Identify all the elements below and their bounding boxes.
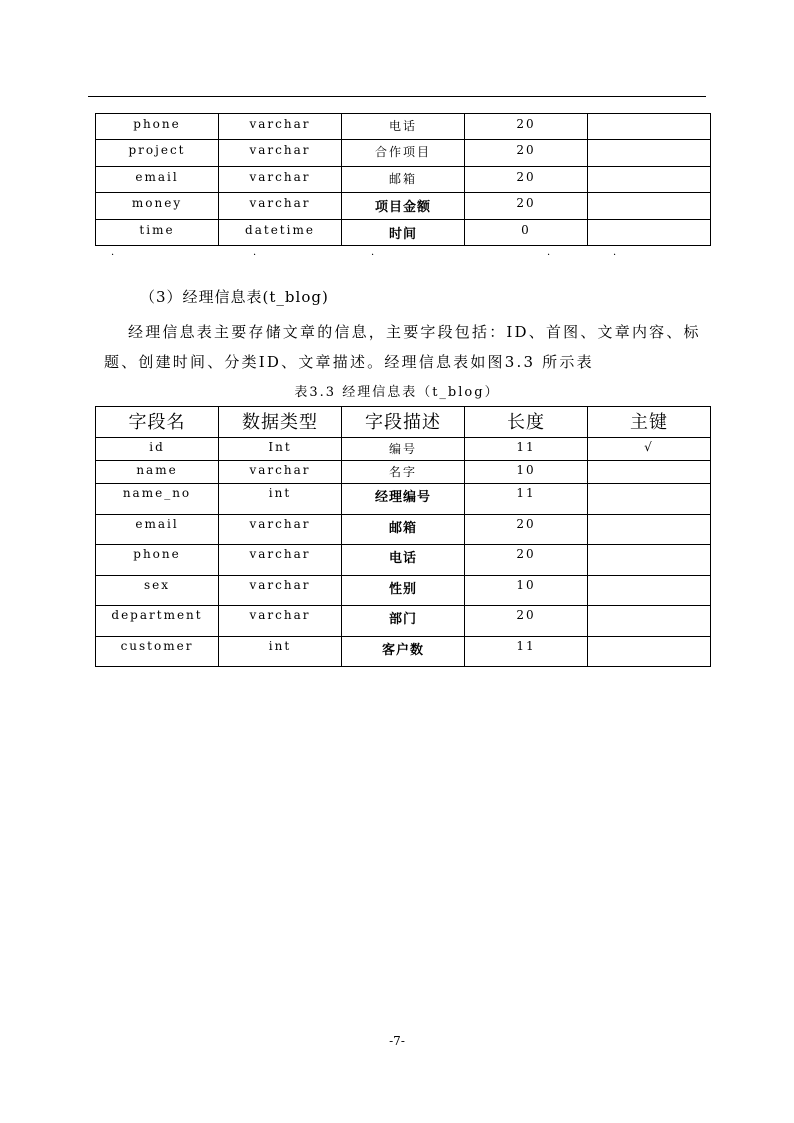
- table-cell: 10: [465, 575, 588, 606]
- table-cell: 11: [465, 636, 588, 667]
- table-cell: money: [96, 193, 219, 219]
- table-cell: varchar: [219, 575, 342, 606]
- table-cell: 经理编号: [342, 484, 465, 515]
- table-cell: varchar: [219, 545, 342, 576]
- table-row: [96, 219, 711, 245]
- table-cell: 20: [465, 166, 588, 192]
- table-cell: 性别: [342, 575, 465, 606]
- manager-info-table: [95, 406, 711, 667]
- table-cell: [588, 461, 711, 484]
- table-cell: datetime: [219, 219, 342, 245]
- table-cell: 名字: [342, 461, 465, 484]
- table-cell: 20: [465, 140, 588, 166]
- table-row: [96, 166, 711, 192]
- primary-key-mark: √: [588, 438, 711, 461]
- table-cell: 编号: [342, 438, 465, 461]
- table-row: [96, 461, 711, 484]
- table-cell: id: [96, 438, 219, 461]
- table-row: [96, 193, 711, 219]
- table-cell: [588, 575, 711, 606]
- table-header-cell: 长度: [465, 407, 588, 438]
- page-number: -7-: [389, 1034, 405, 1048]
- table-cell: 电话: [342, 114, 465, 140]
- section-heading: （3）经理信息表(t_blog): [140, 288, 329, 306]
- table-cell: 11: [465, 484, 588, 515]
- table-cell: [588, 140, 711, 166]
- table-cell: 客户数: [342, 636, 465, 667]
- table-cell: varchar: [219, 114, 342, 140]
- table-cell: phone: [96, 545, 219, 576]
- table-cell: [588, 484, 711, 515]
- table-cell: name_no: [96, 484, 219, 515]
- table-cell: int: [219, 636, 342, 667]
- table-cell: time: [96, 219, 219, 245]
- table-cell: 10: [465, 461, 588, 484]
- table-row: [96, 606, 711, 637]
- table-cell: sex: [96, 575, 219, 606]
- table-cell: [588, 166, 711, 192]
- table-row: [96, 140, 711, 166]
- section-paragraph: [104, 317, 704, 377]
- table-header-cell: 字段名: [96, 407, 219, 438]
- table-artifact-dots: · · · · ·: [111, 250, 617, 261]
- table-cell: 20: [465, 514, 588, 545]
- table-cell: varchar: [219, 140, 342, 166]
- table-cell: 邮箱: [342, 166, 465, 192]
- table-cell: [588, 606, 711, 637]
- table-cell: 电话: [342, 545, 465, 576]
- table-header-cell: 数据类型: [219, 407, 342, 438]
- table-cell: name: [96, 461, 219, 484]
- table-caption: 表3.3 经理信息表（t_blog）: [294, 385, 500, 400]
- table-cell: 0: [465, 219, 588, 245]
- table-cell: department: [96, 606, 219, 637]
- table-row: [96, 545, 711, 576]
- table-row: [96, 575, 711, 606]
- table-cell: 11: [465, 438, 588, 461]
- table-cell: 邮箱: [342, 514, 465, 545]
- table-cell: varchar: [219, 514, 342, 545]
- paragraph-text: 经理信息表主要存储文章的信息，主要字段包括：ID、首图、文章内容、标题、创建时间、分类ID、文章描述。经理信息表如图3.3 所示表: [104, 323, 701, 371]
- table-header-cell: 字段描述: [342, 407, 465, 438]
- table-cell: 20: [465, 606, 588, 637]
- table-cell: 20: [465, 545, 588, 576]
- table-header-cell: 主键: [588, 407, 711, 438]
- table-cell: varchar: [219, 193, 342, 219]
- table-row: [96, 438, 711, 461]
- table-cell: 20: [465, 114, 588, 140]
- table-row: [96, 114, 711, 140]
- table-cell: [588, 514, 711, 545]
- table-cell: [588, 114, 711, 140]
- table-row: [96, 514, 711, 545]
- table-cell: varchar: [219, 166, 342, 192]
- table-cell: 20: [465, 193, 588, 219]
- field-table-continued: [95, 113, 711, 246]
- table-row: [96, 636, 711, 667]
- table-cell: 部门: [342, 606, 465, 637]
- table-cell: varchar: [219, 461, 342, 484]
- table-cell: [588, 219, 711, 245]
- table-cell: Int: [219, 438, 342, 461]
- table-cell: varchar: [219, 606, 342, 637]
- table-cell: project: [96, 140, 219, 166]
- table-cell: int: [219, 484, 342, 515]
- table-header-row: [96, 407, 711, 438]
- table-cell: [588, 193, 711, 219]
- table-cell: email: [96, 514, 219, 545]
- table-row: [96, 484, 711, 515]
- table-cell: [588, 636, 711, 667]
- table-cell: email: [96, 166, 219, 192]
- table-cell: customer: [96, 636, 219, 667]
- table-cell: [588, 545, 711, 576]
- table-cell: 项目金额: [342, 193, 465, 219]
- table-cell: 时间: [342, 219, 465, 245]
- header-rule: [88, 96, 706, 97]
- table-cell: 合作项目: [342, 140, 465, 166]
- table-cell: phone: [96, 114, 219, 140]
